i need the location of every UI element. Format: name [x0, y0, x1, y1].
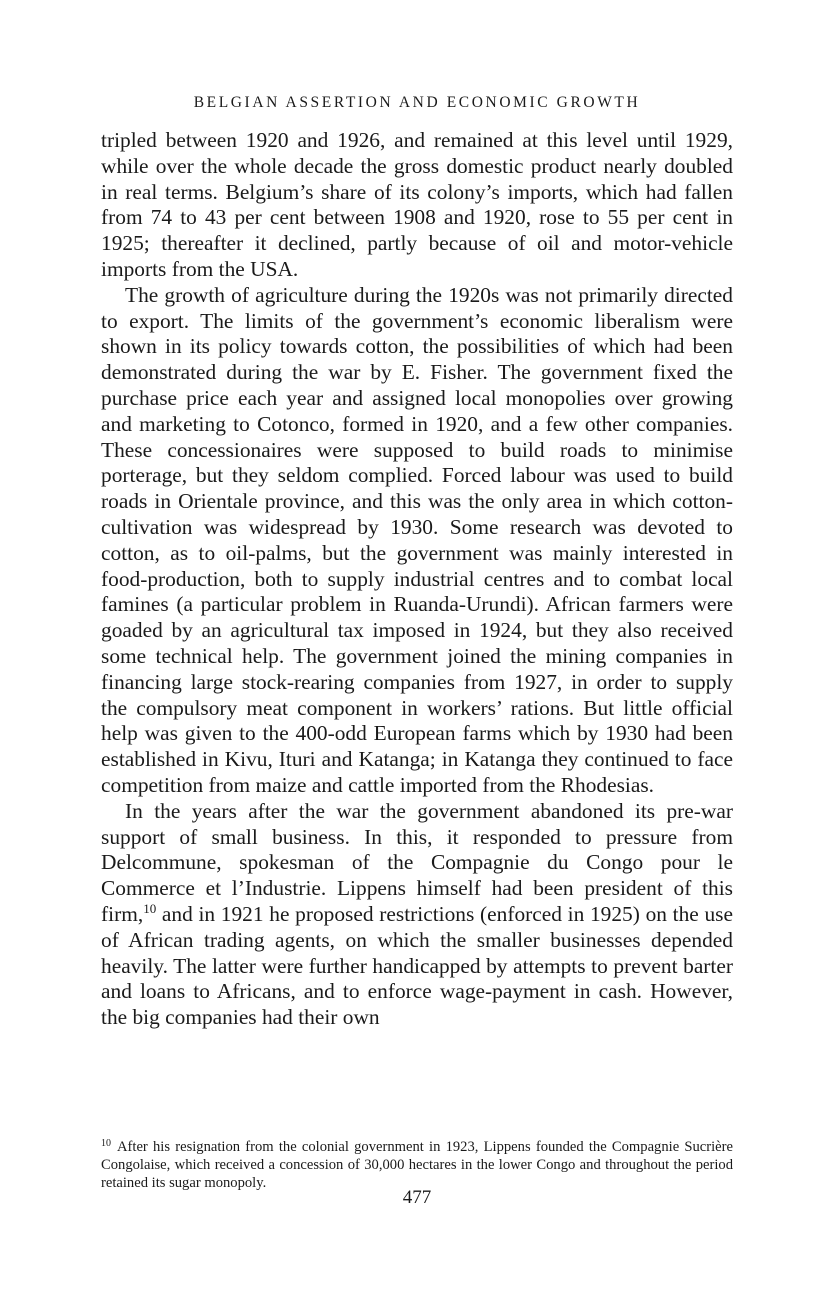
page-number: 477 — [402, 1187, 432, 1208]
footnote-number: 10 — [101, 1138, 111, 1149]
body-text — [101, 128, 733, 1031]
paragraph-3-text-before-note: In the years after the war the government abandoned its pre-war support of small business. In this, it responded to pressure from Delcommune, spokesman of the Compagnie du Congo pour le Commerce et l’Industrie. Lippens himself had been president of this firm, — [101, 798, 733, 926]
paragraph-2: The growth of agriculture during the 1920s was not primarily directed to export. The limits of the government’s economic liberalism were shown in its policy towards cotton, the possibilities of which had been demonstrated during the war by E. Fisher. The government fixed the purchase price each year and assigned local monopolies over growing and marketing to Cotonco, formed in 1920, and a few other companies. These concessionaires were supposed to build roads to minimise porterage, but they seldom complied. Forced labour was used to build roads in Orientale province, and this was the only area in which cotton-cultivation was widespread by 1930. Some research was devoted to cotton, as to oil-palms, but the government was mainly interested in food-production, both to supply industrial centres and to combat local famines (a particular problem in Ruanda-Urundi). African farmers were goaded by an agricultural tax imposed in 1924, but they also received some technical help. The government joined the mining companies in financing large stock-rearing companies from 1927, in order to supply the compulsory meat component in workers’ rations. But little official help was given to the 400-odd European farms which by 1930 had been established in Kivu, Ituri and Katanga; in Katanga they continued to face competition from maize and cattle imported from the Rhodesias. — [101, 282, 733, 797]
paragraph-3-text-after-note: and in 1921 he proposed restrictions (enforced in 1925) on the use of African trading agents, on which the smaller businesses depended heavily. The latter were further handicapped by attempts to prevent barter and loans to Africans, and to enforce wage-payment in cash. However, the big companies had their own — [101, 901, 733, 1030]
footnote — [101, 1138, 733, 1192]
footnote-text: After his resignation from the colonial government in 1923, Lippens founded the Compagnie Sucrière Congolaise, which received a concession of 30,000 hectares in the lower Congo and throughout the period retained its sugar monopoly. — [101, 1139, 733, 1191]
paragraph-3 — [101, 799, 733, 1031]
footnote-reference-marker: 10 — [143, 900, 157, 916]
paragraph-1: tripled between 1920 and 1926, and remained at this level until 1929, while over the whole decade the gross domestic product nearly doubled in real terms. Belgium’s share of its colony’s imports, which had fallen from 74 to 43 per cent between 1908 and 1920, rose to 55 per cent in 1925; thereafter it declined, partly because of oil and motor-vehicle imports from the USA. — [101, 128, 733, 281]
running-head: BELGIAN ASSERTION AND ECONOMIC GROWTH — [193, 94, 641, 111]
